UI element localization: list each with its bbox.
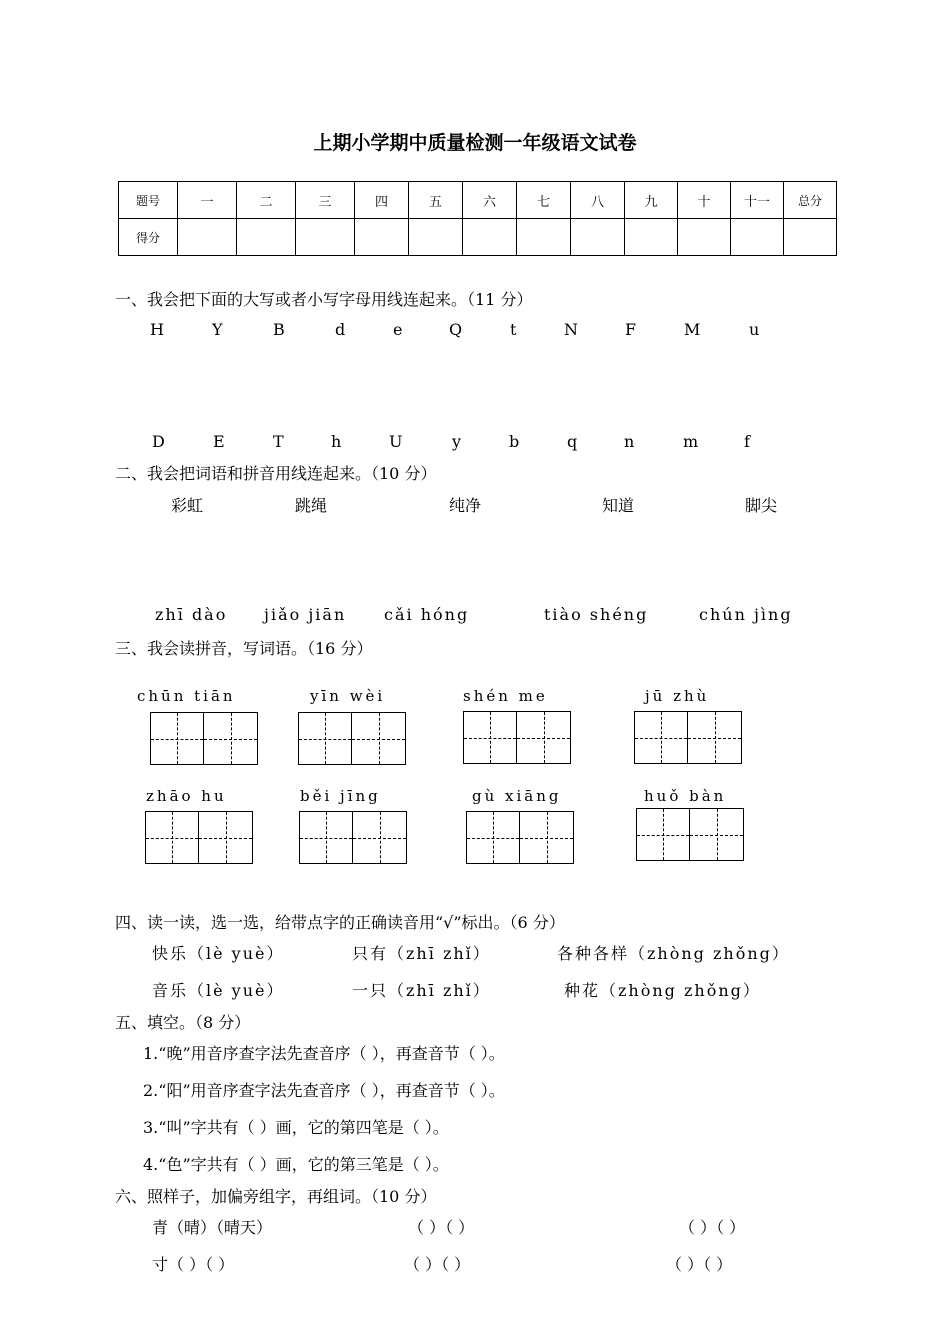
score-header-cell: 九 [625,182,678,219]
letter: D [152,432,165,451]
score-cell[interactable] [731,219,784,256]
writing-grid[interactable] [150,712,258,765]
letter: N [564,320,578,339]
letter: m [683,432,699,451]
letter: u [749,320,760,339]
letter: n [624,432,635,451]
letter: M [684,320,701,339]
pinyin-prompt: běi jīng [300,787,381,805]
letter: E [213,432,225,451]
section-6-heading: 六、照样子，加偏旁组字，再组词。（10 分） [115,1187,437,1206]
score-cell[interactable] [571,219,625,256]
score-table [118,181,837,256]
writing-grid[interactable] [298,712,406,765]
score-header-cell: 题号 [119,182,178,219]
letter: y [452,432,462,451]
letter: B [273,320,285,339]
score-value-row [119,219,837,256]
section-3-heading: 三、我会读拼音，写词语。（16 分） [115,639,373,658]
letter: Y [212,320,223,339]
score-cell[interactable] [463,219,517,256]
writing-grid[interactable] [636,808,744,861]
writing-grid[interactable] [634,711,742,764]
compose-item: 青（晴）（晴天） [152,1218,273,1237]
word: 纯净 [449,496,482,515]
page-title: 上期小学期中质量检测一年级语文试卷 [313,132,637,154]
letter: b [509,432,520,451]
section-2-heading: 二、我会把词语和拼音用线连起来。（10 分） [115,464,437,483]
writing-grid[interactable] [466,811,574,864]
letter: q [567,432,578,451]
letter: U [389,432,403,451]
section-1-heading: 一、我会把下面的大写或者小写字母用线连起来。（11 分） [115,290,533,309]
choice-item[interactable]: 音乐（lè yuè） [152,981,285,1000]
section-5-heading: 五、填空。（8 分） [115,1013,251,1032]
pinyin: tiào shéng [544,605,649,624]
pinyin-prompt: gù xiāng [472,787,562,805]
score-header-cell: 二 [237,182,296,219]
writing-grid[interactable] [299,811,407,864]
letter: h [331,432,342,451]
score-cell[interactable] [517,219,571,256]
score-cell[interactable] [178,219,237,256]
word: 彩虹 [171,496,204,515]
writing-grid[interactable] [145,811,253,864]
section-4-heading: 四、读一读，选一选，给带点字的正确读音用“√”标出。（6 分） [115,913,565,932]
letter: e [393,320,403,339]
letter: t [510,320,517,339]
pinyin: zhī dào [155,605,228,624]
score-header-row [119,182,837,219]
score-cell[interactable] [784,219,837,256]
score-header-cell: 八 [571,182,625,219]
score-header-cell: 七 [517,182,571,219]
fill-blank-item[interactable]: 3.“叫”字共有（ ）画，它的第四笔是（ ）。 [143,1118,449,1137]
compose-item[interactable]: （ ）（ ） [666,1255,733,1274]
score-row-label: 得分 [119,219,178,256]
letter: Q [449,320,463,339]
score-header-cell: 十一 [731,182,784,219]
score-header-cell: 十 [678,182,731,219]
letter: F [625,320,637,339]
pinyin-prompt: yīn wèi [310,687,386,705]
fill-blank-item[interactable]: 2.“阳”用音序查字法先查音序（ ），再查音节（ ）。 [143,1081,505,1100]
score-cell[interactable] [625,219,678,256]
compose-item[interactable]: （ ）（ ） [404,1255,471,1274]
letter: T [273,432,284,451]
score-cell[interactable] [355,219,409,256]
letter: f [744,432,750,451]
score-header-cell: 五 [409,182,463,219]
score-header-cell: 四 [355,182,409,219]
word: 知道 [602,496,635,515]
letter: H [150,320,164,339]
fill-blank-item[interactable]: 4.“色”字共有（ ）画，它的第三笔是（ ）。 [143,1155,449,1174]
letter: d [335,320,346,339]
score-header-cell: 一 [178,182,237,219]
score-cell[interactable] [237,219,296,256]
score-header-cell: 三 [296,182,355,219]
pinyin: jiǎo jiān [264,605,347,624]
pinyin: cǎi hóng [384,605,470,624]
pinyin-prompt: shén me [463,687,548,705]
score-header-cell: 六 [463,182,517,219]
pinyin-prompt: chūn tiān [137,687,236,705]
writing-grid[interactable] [463,711,571,764]
choice-item[interactable]: 种花（zhòng zhǒng） [564,981,761,1000]
compose-item[interactable]: （ ）（ ） [408,1218,475,1237]
pinyin-prompt: jū zhù [645,687,710,705]
choice-item[interactable]: 一只（zhī zhǐ） [352,981,491,1000]
word: 跳绳 [295,496,328,515]
pinyin: chún jìng [699,605,793,624]
choice-item[interactable]: 各种各样（zhòng zhǒng） [557,944,790,963]
choice-item[interactable]: 快乐（lè yuè） [152,944,285,963]
score-cell[interactable] [296,219,355,256]
word: 脚尖 [745,496,778,515]
compose-item[interactable]: （ ）（ ） [679,1218,746,1237]
choice-item[interactable]: 只有（zhī zhǐ） [352,944,491,963]
pinyin-prompt: huǒ bàn [644,787,727,805]
score-header-cell: 总分 [784,182,837,219]
pinyin-prompt: zhāo hu [146,787,227,805]
fill-blank-item[interactable]: 1.“晚”用音序查字法先查音序（ ），再查音节（ ）。 [143,1044,505,1063]
score-cell[interactable] [678,219,731,256]
score-cell[interactable] [409,219,463,256]
compose-item[interactable]: 寸（ ）（ ） [152,1255,235,1274]
